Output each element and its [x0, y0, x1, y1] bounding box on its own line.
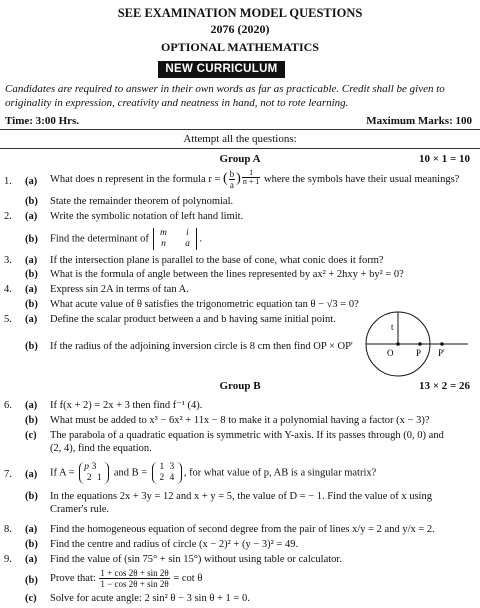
sub-label: (a)	[25, 314, 38, 325]
instructions	[5, 82, 475, 110]
sub-label: (a)	[25, 524, 38, 535]
attempt-instruction: Attempt all the questions:	[183, 133, 297, 145]
centre-point	[396, 342, 400, 346]
sub-label: (a)	[25, 284, 38, 295]
question-text: Prove that:	[50, 572, 96, 584]
sub-label: (b)	[25, 491, 38, 502]
sub-label: (b)	[25, 341, 38, 352]
question-text: Solve for acute angle: 2 sin² θ − 3 sin θ + 1 = 0.	[50, 593, 250, 604]
question-text: and B =	[113, 467, 148, 479]
curriculum-badge: NEW CURRICULUM	[158, 61, 285, 78]
point-p	[418, 342, 422, 346]
sub-label: (c)	[25, 593, 37, 604]
question-text: If f(x + 2) = 2x + 3 then find f⁻¹ (4).	[50, 400, 203, 411]
sub-label: (b)	[25, 299, 38, 310]
question-text: The parabola of a quadratic equation is symmetric with Y-axis. If its passes through (0, 0) and	[50, 430, 444, 441]
label-o: O	[387, 348, 394, 358]
subject-title: OPTIONAL MATHEMATICS	[161, 40, 319, 54]
instructions-line-2: originality in expression, creativity and neatness in hand, not to rote learning.	[5, 97, 349, 109]
question-text: In the equations 2x + 3y = 12 and x + y = 5, the value of D = − 1. Find the value of x using	[50, 491, 432, 502]
question-number: 4.	[4, 284, 12, 295]
question-text: where the symbols have their usual meanings?	[263, 173, 460, 185]
divider	[0, 129, 480, 130]
question-number: 1.	[4, 176, 12, 187]
point-p-prime	[440, 342, 444, 346]
sub-label: (b)	[25, 269, 38, 280]
question-text: Cramer's rule.	[50, 504, 110, 515]
question-text: Find the centre and radius of circle (x − 2)² + (y − 3)² = 49.	[50, 539, 299, 550]
exam-year: 2076 (2020)	[210, 22, 270, 36]
question-text: What is the formula of angle between the lines represented by ax² + 2hxy + by² = 0?	[50, 269, 404, 280]
exam-title: SEE EXAMINATION MODEL QUESTIONS	[117, 6, 363, 20]
exam-page: SEE EXAMINATION MODEL QUESTIONS 2076 (2020) OPTIONAL MATHEMATICS NEW CURRICULUM Candidates are required to answer in their own words as far as practicable. Credit shall be given to originality in expression, creativity and neatness in hand, not to rote learning. Time: 3:00 Hrs. Maximum Marks: 100 Attempt all the questions: Group A 10 × 1 = 10 1. (a) What does n represent in the formula r = ( $\frac{b}{a}$ ) $\frac{1}{n + 1}$ where the symbols have their usual meanings? (b) State the remainder theorem of polynomial. 2. (a) Write the symbolic notation of left hand limit. (b) Find the determinant of m i n a . 3. (a) If the intersection plane is parallel to the base of cone, what conic does it form? (b) What is the formula of angle between the lines represented by ax² + 2hxy + by² = 0? 4. (a) Express sin 2A in terms of tan A. (b) What acute value of θ satisfies the trigonometric equation tan θ − √3 = 0? 5. (a) Define the scalar product between a and b having same initial point. (b) If the radius of the adjoining inversion circle is 8 cm then find OP × OP' t O P P' Group B 13 × 2 = 26 6. (a) If f(x + 2) = 2x + 3 then find f⁻¹ (4). (b) What must be added to x³ − 6x² + 11x − 8 to make it a polynomial having a factor (x − 3)? (c) The parabola of a quadratic equation is symmetric with Y-axis. If its passes through (0, 0) and (2, 4), find the equation. 7. (a) If A = p 3 2 1 and B = 1 3 2 4 , for what value of p, AB is a singular matrix? (b) In the equations 2x + 3y = 12 and x + y = 5, the value of D = − 1. Find the value of x using Cramer's rule. 8. (a) Find the homogeneous equation of second degree from the pair of lines x/y = 2 and y/x = 2. (b) Find the centre and radius of circle (x − 2)² + (y − 3)² = 49. 9. (a) Find the value of (sin 75° + sin 15°) without using table or calculator. (b) Prove that: $\frac{1 + \cos 2\theta + \sin 2\theta}{1 - \cos 2\theta + \sin 2\theta}$ = cot θ (c) Solve for acute angle: 2 sin² θ − 3 sin θ + 1 = 0.	[0, 0, 480, 608]
question-number: 3.	[4, 255, 12, 266]
sub-label: (a)	[25, 554, 38, 565]
label-t: t	[391, 322, 394, 332]
proof-fraction: $\frac{1 + \cos 2\theta + \sin 2\theta}{1 - \cos 2\theta + \sin 2\theta}$	[100, 568, 169, 589]
question-number: 7.	[4, 469, 12, 480]
sub-label: (a)	[25, 400, 38, 411]
question-number: 9.	[4, 554, 12, 565]
formula-fraction: $\frac{b}{a}$	[229, 169, 235, 190]
question-number: 2.	[4, 211, 12, 222]
sub-label: (a)	[25, 255, 38, 266]
determinant: m i n a	[153, 228, 197, 250]
sub-label: (a)	[25, 469, 38, 480]
question-text: What acute value of θ satisfies the trigonometric equation tan θ − √3 = 0?	[50, 299, 359, 310]
question-text: What must be added to x³ − 6x² + 11x − 8 to make it a polynomial having a factor (x − 3)?	[50, 415, 430, 426]
question-number: 6.	[4, 400, 12, 411]
question-number: 5.	[4, 314, 12, 325]
matrix-a: p 3 2 1	[79, 462, 109, 484]
inversion-circle-diagram	[360, 304, 472, 386]
matrix-b: 1 3 2 4	[152, 462, 182, 484]
question-text: What does n represent in the formula r =	[50, 173, 221, 185]
sub-label: (a)	[25, 211, 38, 222]
sub-label: (b)	[25, 196, 38, 207]
question-text: Write the symbolic notation of left hand limit.	[50, 211, 244, 222]
question-number: 8.	[4, 524, 12, 535]
divider	[0, 148, 480, 149]
formula-exponent: $\frac{1}{n + 1}$	[242, 168, 260, 186]
question-text: = cot θ	[173, 572, 203, 584]
sub-label: (b)	[25, 575, 38, 586]
question-text: State the remainder theorem of polynomial.	[50, 196, 234, 207]
max-marks-label: Maximum Marks: 100	[366, 115, 472, 127]
sub-label: (a)	[25, 176, 38, 187]
time-label: Time: 3:00 Hrs.	[5, 115, 80, 127]
sub-label: (b)	[25, 539, 38, 550]
question-text: If A =	[50, 467, 75, 479]
question-text: Find the determinant of	[50, 233, 149, 245]
sub-label: (b)	[25, 234, 38, 245]
instructions-line-1: Candidates are required to answer in their own words as far as practicable. Credit shall be given to	[5, 83, 445, 95]
question-text: , for what value of p, AB is a singular matrix?	[183, 467, 377, 479]
question-text: If the radius of the adjoining inversion circle is 8 cm then find OP × OP'	[50, 341, 353, 352]
group-b-title: Group B	[219, 380, 261, 392]
group-b-marks: 13 × 2 = 26	[418, 380, 470, 392]
label-p: P	[416, 348, 422, 358]
sub-label: (b)	[25, 415, 38, 426]
group-a-title: Group A	[219, 153, 261, 165]
question-text: (2, 4), find the equation.	[50, 443, 152, 454]
group-a-marks: 10 × 1 = 10	[418, 153, 470, 165]
question-text: If the intersection plane is parallel to the base of cone, what conic does it form?	[50, 255, 384, 266]
label-p-prime: P'	[438, 348, 445, 358]
sub-label: (c)	[25, 430, 37, 441]
question-text: Express sin 2A in terms of tan A.	[50, 284, 189, 295]
question-text: Define the scalar product between a and b having same initial point.	[50, 314, 336, 325]
question-text: Find the value of (sin 75° + sin 15°) without using table or calculator.	[50, 554, 342, 565]
question-text: Find the homogeneous equation of second degree from the pair of lines x/y = 2 and y/x = 2.	[50, 524, 435, 535]
